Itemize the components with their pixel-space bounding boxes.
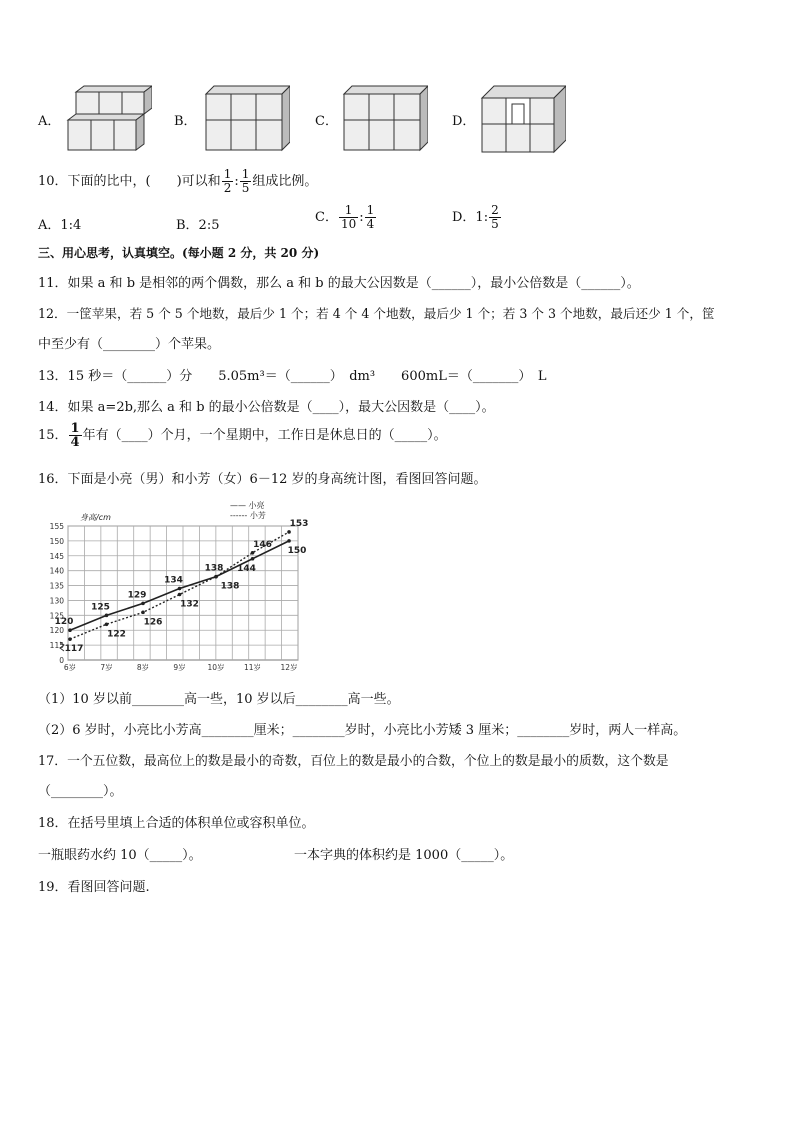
x-tick-label: 8岁 [136,663,150,672]
legend-solid: —— 小亮 [230,501,265,510]
y-tick-label: 120 [49,626,64,636]
y-axis-label: 身高/cm [80,513,111,522]
y-tick-label: 130 [49,596,64,606]
question-15 [38,422,447,449]
q10-colon: : [234,174,239,189]
x-tick-label: 12岁 [280,663,298,672]
data-point [251,551,255,555]
y-tick-label: 155 [49,522,64,531]
data-label: 138 [220,581,240,592]
q10-option-c-frac2 [365,204,377,231]
data-point [287,539,291,543]
q10-frac1-den: 2 [223,181,232,195]
q10-option-b: B．2:5 [176,218,220,233]
q15-text: 年有（____）个月，一个星期中，工作日是休息日的（_____）。 [82,428,447,443]
data-label: 132 [180,599,199,610]
y-tick-label: 125 [49,611,64,621]
data-label: 153 [289,518,308,529]
x-tick-label: 6岁 [63,663,77,672]
data-label: 129 [127,590,147,601]
data-label: 125 [91,602,110,613]
x-tick-label: 11岁 [244,663,262,672]
q10-suffix: 组成比例。 [252,174,318,189]
question-16-sub-2: （2）6 岁时，小亮比小芳高________厘米；________岁时，小亮比小芳矮 3 厘米；________岁时，两人一样高。 [38,723,687,738]
option-a-label: A． [38,114,61,129]
q10-frac2-den: 5 [241,181,250,195]
q10-c-colon: : [359,210,364,225]
q10-d-num: 2 [491,203,499,217]
q10-option-c-frac1 [339,204,358,231]
data-label: 150 [287,545,307,556]
q15-frac-den: 4 [70,435,80,450]
q10-frac1-num: 1 [223,167,232,181]
data-label: 126 [143,617,163,628]
y-tick-label: 135 [49,581,64,591]
question-13: 13．15 秒＝（______）分 5.05m³＝（______） dm³ 600mL＝（_______） L [38,369,547,384]
data-point [105,614,109,618]
q15-fraction [69,422,82,449]
data-point [178,593,182,597]
q10-c-num1: 1 [339,204,358,218]
question-16-sub-1: （1）10 岁以前________高一些，10 岁以后________高一些。 [38,692,400,707]
q15-prefix: 15． [38,428,68,443]
cube-figure-a [66,84,152,154]
x-tick-label: 9岁 [173,663,186,672]
legend-dotted: ------ 小芳 [230,511,266,520]
question-10 [38,168,317,195]
question-12-line-2: 中至少有（________）个苹果。 [38,337,221,352]
q10-option-c [315,204,377,231]
section-3-title: 三、用心思考，认真填空。(每小题 2 分，共 20 分) [38,246,320,260]
y-tick-label: 140 [49,566,64,576]
option-c-label: C． [315,114,338,129]
q10-option-d-frac [489,204,501,231]
q10-c-num2: 1 [366,203,375,217]
q10-c-den1: 10 [340,217,357,231]
data-label: 144 [237,563,256,574]
q10-d-den: 5 [491,217,499,231]
question-12-line-1: 12．一筐苹果，若 5 个 5 个地数，最后少 1 个；若 4 个 4 个地数，最后少 1 个；若 3 个 3 个地数，最后还少 1 个，筐 [38,306,715,321]
data-point [178,587,182,591]
y-tick-label: 145 [49,551,64,561]
q10-fraction-1 [222,168,234,195]
q10-option-d [452,204,502,231]
q10-prefix: 10．下面的比中，( )可以和 [38,174,221,189]
q10-option-a: A．1:4 [38,218,82,233]
data-label: 138 [204,563,224,574]
question-17-line-2: （________）。 [38,784,123,799]
option-b-label: B． [174,114,197,129]
data-point [141,602,145,606]
data-label: 120 [54,617,74,628]
data-point [251,557,255,561]
question-11: 11．如果 a 和 b 是相邻的两个偶数，那么 a 和 b 的最大公因数是（______），最小公倍数是（______）。 [38,276,640,291]
question-18-b: 一本字典的体积约是 1000（_____）。 [294,848,514,863]
q10-option-c-label: C． [315,210,338,225]
y-tick-label: 115 [49,641,64,651]
option-d-label: D． [452,114,476,129]
data-label: 134 [164,575,183,586]
question-17-line-1: 17．一个五位数，最高位上的数是最小的奇数，百位上的数是最小的合数，个位上的数是最小的质数，这个数是 [38,754,669,769]
data-point [287,530,291,534]
question-18: 18．在括号里填上合适的体积单位或容积单位。 [38,816,315,831]
q10-frac2-num: 1 [241,167,250,181]
q15-frac-num: 1 [70,421,80,436]
q10-option-d-label: D．1: [452,210,489,225]
cube-figure-b [204,84,290,154]
height-line-chart [36,496,308,674]
question-14: 14．如果 a=2b,那么 a 和 b 的最小公倍数是（____），最大公因数是（____）。 [38,400,495,415]
data-point [214,575,218,579]
cube-figure-d [480,84,566,156]
data-point [141,611,145,615]
x-tick-label: 10岁 [207,663,225,672]
data-label: 146 [253,539,272,550]
q10-c-den2: 4 [366,217,375,231]
q10-fraction-2 [240,168,252,195]
data-label: 117 [64,644,84,655]
data-point [105,622,109,626]
question-16: 16．下面是小亮（男）和小芳（女）6－12 岁的身高统计图，看图回答问题。 [38,472,487,487]
x-tick-label: 7岁 [100,663,113,672]
question-19: 19．看图回答问题. [38,880,150,895]
y-tick-label: 150 [49,536,64,546]
data-label: 122 [107,629,126,640]
data-point [68,628,72,632]
cube-figure-c [342,84,428,156]
y-tick-label: 0 [59,656,64,665]
question-18-a: 一瓶眼药水约 10（_____）。 [38,848,202,863]
data-point [68,637,72,641]
